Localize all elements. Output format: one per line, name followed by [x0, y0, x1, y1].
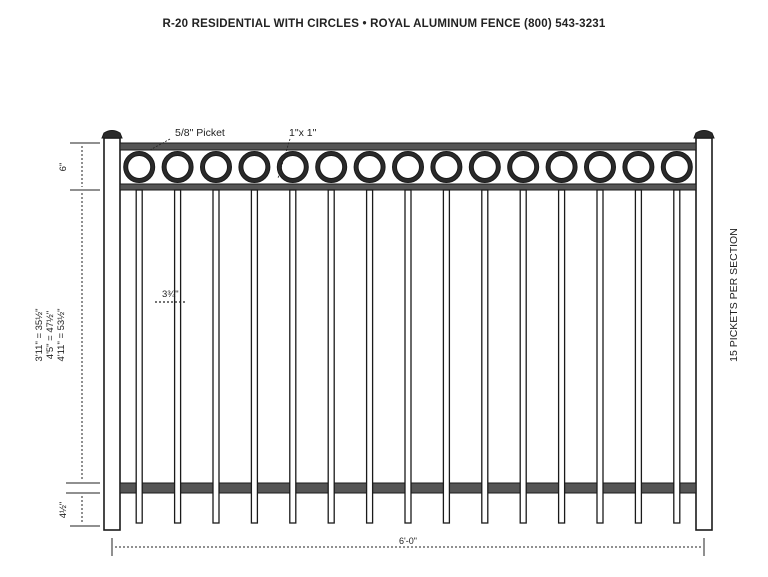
- circle-ornament: [124, 152, 155, 183]
- picket: [290, 190, 296, 523]
- picket-callout: 5/8" Picket: [175, 127, 225, 139]
- circle-ornament: [201, 152, 232, 183]
- picket: [367, 190, 373, 523]
- picket: [136, 190, 142, 523]
- circle-ornament: [623, 152, 654, 183]
- fence-panel: [102, 131, 714, 531]
- circle-ornament: [162, 152, 193, 183]
- rail-callout: 1"x 1": [289, 127, 317, 139]
- picket: [674, 190, 680, 523]
- diagram-title: R-20 RESIDENTIAL WITH CIRCLES • ROYAL ALUMINUM FENCE (800) 543-3231: [162, 18, 606, 30]
- picket: [175, 190, 181, 523]
- spacing-callout: 3¾": [162, 289, 179, 300]
- picket: [251, 190, 257, 523]
- circle-ornament: [316, 152, 347, 183]
- circle-ornament: [508, 152, 539, 183]
- left-post-cap: [102, 131, 122, 139]
- width-dimension: 6'-0": [399, 536, 417, 546]
- picket: [597, 190, 603, 523]
- picket: [328, 190, 334, 523]
- picket: [520, 190, 526, 523]
- picket: [635, 190, 641, 523]
- left-post: [104, 138, 120, 530]
- picket: [443, 190, 449, 523]
- height-dimension-2: 4'5" = 47½": [45, 310, 56, 360]
- picket: [559, 190, 565, 523]
- picket: [405, 190, 411, 523]
- circle-ornament: [354, 152, 385, 183]
- circle-ornament: [431, 152, 462, 183]
- pickets-per-section-note: 15 PICKETS PER SECTION: [728, 228, 740, 362]
- circle-ornament: [661, 152, 692, 183]
- circle-ornament: [585, 152, 616, 183]
- height-dimension-1: 3'11" = 35½": [34, 308, 45, 362]
- circle-ornament: [277, 152, 308, 183]
- picket-row: [136, 190, 680, 523]
- circle-ornament: [469, 152, 500, 183]
- right-post-cap: [694, 131, 714, 139]
- picket: [213, 190, 219, 523]
- circle-row: [124, 152, 693, 183]
- right-post: [696, 138, 712, 530]
- circle-ornament: [393, 152, 424, 183]
- height-dimension-3: 4'11" = 53½": [56, 308, 67, 362]
- circle-ornament: [546, 152, 577, 183]
- top-rail: [120, 143, 696, 150]
- bottom-section-dimension: 4½": [58, 501, 69, 519]
- left-dimensions: [66, 143, 100, 526]
- circle-ornament: [239, 152, 270, 183]
- picket: [482, 190, 488, 523]
- top-section-dimension: 6": [58, 162, 69, 172]
- circle-bottom-rail: [120, 184, 696, 190]
